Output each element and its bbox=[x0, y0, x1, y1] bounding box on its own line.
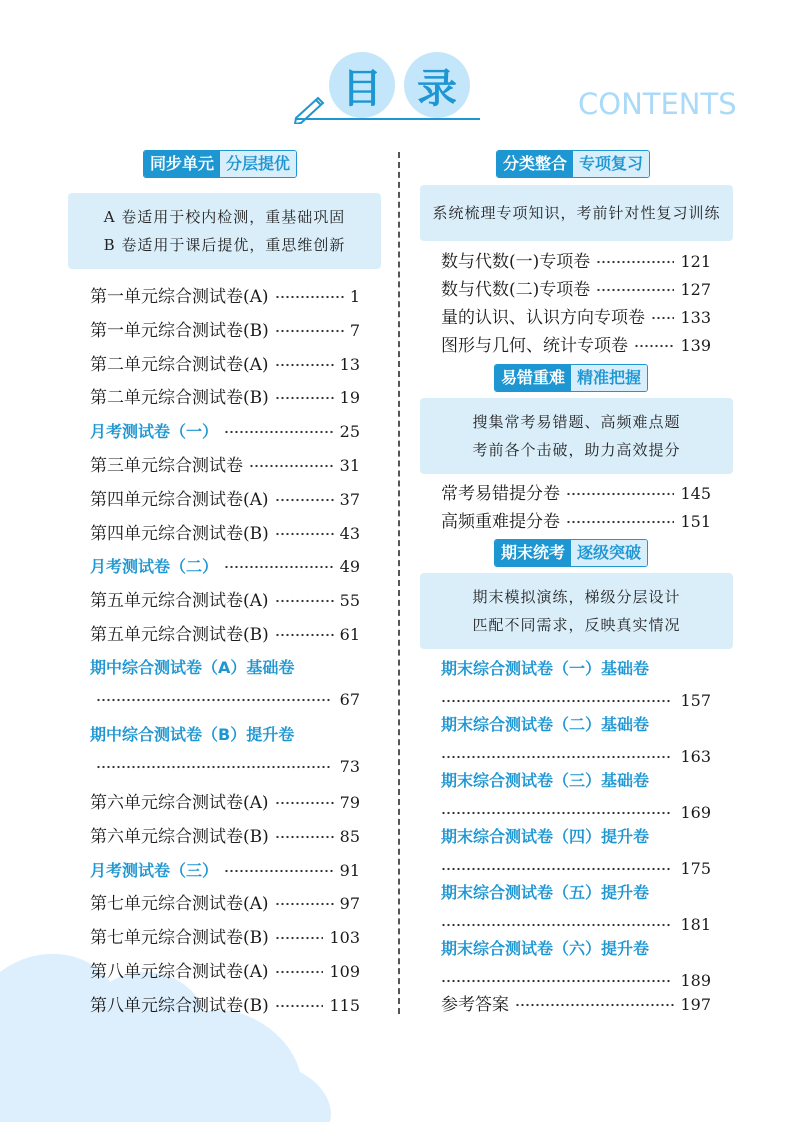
toc-entry-title[interactable]: 期末综合测试卷（二）基础卷 bbox=[441, 715, 650, 734]
toc-entry-page: 43 bbox=[339, 523, 360, 543]
toc-entry[interactable] bbox=[90, 959, 360, 985]
info-line: 期末模拟演练，梯级分层设计 bbox=[472, 588, 681, 606]
toc-entry[interactable] bbox=[90, 352, 360, 378]
toc-entry-page: 73 bbox=[339, 757, 360, 776]
toc-entry[interactable] bbox=[90, 824, 360, 850]
section-header-label: 精准把握 bbox=[571, 365, 647, 391]
toc-entry-title[interactable]: 期末综合测试卷（一）基础卷 bbox=[441, 659, 650, 678]
toc-entry-page: 157 bbox=[680, 691, 711, 710]
toc-entry[interactable] bbox=[90, 318, 360, 344]
toc-entry-title: 第八单元综合测试卷(B) bbox=[90, 995, 269, 1016]
toc-entry-page: 109 bbox=[329, 962, 360, 981]
dot-leader bbox=[275, 801, 334, 805]
toc-entry-title: 第五单元综合测试卷(A) bbox=[90, 591, 269, 612]
toc-entry-title: 月考测试卷（一） bbox=[90, 422, 219, 442]
toc-entry-title[interactable]: 期中综合测试卷（A）基础卷 bbox=[90, 658, 295, 677]
toc-entry-title: 第四单元综合测试卷(A) bbox=[90, 489, 269, 510]
dot-leader bbox=[275, 970, 324, 974]
dot-leader bbox=[224, 565, 334, 569]
toc-entry-title: 第七单元综合测试卷(A) bbox=[90, 894, 269, 915]
title-char-2: 录 bbox=[404, 52, 470, 118]
toc-entry-title: 数与代数(二)专项卷 bbox=[441, 280, 591, 300]
toc-entry-page: 49 bbox=[339, 557, 360, 577]
toc-entry-page: 103 bbox=[329, 928, 360, 948]
section-header-sync bbox=[143, 150, 297, 178]
toc-entry[interactable] bbox=[441, 249, 711, 275]
toc-entry-title[interactable]: 期末综合测试卷（四）提升卷 bbox=[441, 827, 650, 846]
toc-entry[interactable] bbox=[441, 992, 711, 1018]
toc-entry[interactable] bbox=[90, 622, 360, 648]
toc-entry-title[interactable]: 期末综合测试卷（五）提升卷 bbox=[441, 883, 650, 902]
toc-entry-page: 79 bbox=[339, 793, 360, 812]
toc-entry[interactable] bbox=[441, 509, 711, 535]
toc-entry-title: 图形与几何、统计专项卷 bbox=[441, 336, 628, 356]
toc-entry-page: 67 bbox=[339, 690, 360, 709]
toc-entry-page: 163 bbox=[680, 747, 711, 766]
section-header-finals bbox=[494, 539, 648, 567]
toc-entry-title: 第二单元综合测试卷(A) bbox=[90, 354, 269, 375]
toc-entry-leader bbox=[96, 687, 360, 713]
toc-entry-page: 181 bbox=[680, 915, 711, 934]
toc-entry-page: 197 bbox=[680, 995, 711, 1014]
toc-entry-title: 第一单元综合测试卷(A) bbox=[90, 287, 269, 307]
contents-subtitle: CONTENTS bbox=[578, 87, 737, 121]
toc-entry[interactable] bbox=[90, 993, 360, 1019]
toc-entry[interactable] bbox=[441, 305, 711, 331]
dot-leader bbox=[96, 765, 332, 769]
dot-leader bbox=[566, 492, 674, 496]
dot-leader bbox=[275, 835, 334, 839]
toc-entry-title: 量的认识、认识方向专项卷 bbox=[441, 308, 645, 328]
info-line: A 卷适用于校内检测，重基础巩固 bbox=[103, 208, 346, 226]
toc-entry[interactable] bbox=[90, 925, 360, 951]
toc-entry-title: 第五单元综合测试卷(B) bbox=[90, 625, 269, 645]
info-line: 考前各个击破，助力高效提分 bbox=[472, 441, 681, 459]
dot-leader bbox=[224, 430, 334, 434]
toc-entry-page: 25 bbox=[339, 422, 360, 442]
toc-entry-title[interactable]: 期中综合测试卷（B）提升卷 bbox=[90, 725, 295, 744]
toc-entry-title: 第一单元综合测试卷(B) bbox=[90, 320, 269, 341]
toc-entry[interactable] bbox=[90, 891, 360, 917]
toc-entry-page: 145 bbox=[680, 484, 711, 503]
toc-entry[interactable] bbox=[90, 487, 360, 513]
dot-leader bbox=[275, 1004, 324, 1008]
toc-entry-page: 85 bbox=[339, 826, 360, 846]
toc-entry-title: 参考答案 bbox=[441, 995, 509, 1015]
toc-entry-title: 月考测试卷（二） bbox=[90, 557, 219, 577]
toc-entry-title: 数与代数(一)专项卷 bbox=[441, 252, 591, 272]
dot-leader bbox=[275, 936, 324, 940]
toc-entry-leader bbox=[441, 744, 711, 770]
toc-entry-title: 第八单元综合测试卷(A) bbox=[90, 962, 269, 982]
dot-leader bbox=[249, 464, 334, 468]
section-header-label: 分层提优 bbox=[220, 151, 296, 177]
section-header-review bbox=[496, 150, 650, 178]
toc-entry-page: 61 bbox=[339, 625, 360, 644]
toc-entry-page: 1 bbox=[349, 287, 360, 306]
toc-entry[interactable] bbox=[441, 333, 711, 359]
dot-leader bbox=[441, 867, 672, 871]
dot-leader bbox=[275, 532, 334, 536]
toc-entry-leader bbox=[441, 800, 711, 826]
toc-entry-leader bbox=[96, 754, 360, 780]
toc-entry-page: 127 bbox=[680, 280, 711, 299]
toc-entry-title: 高频重难提分卷 bbox=[441, 512, 560, 532]
toc-entry[interactable] bbox=[90, 385, 360, 411]
toc-entry[interactable] bbox=[90, 453, 360, 479]
toc-entry-page: 121 bbox=[680, 252, 711, 271]
toc-entry[interactable] bbox=[90, 521, 360, 547]
toc-entry-page: 169 bbox=[680, 803, 711, 822]
toc-entry-page: 19 bbox=[339, 388, 360, 408]
info-line: 匹配不同需求，反映真实情况 bbox=[472, 616, 681, 634]
toc-entry-title: 第四单元综合测试卷(B) bbox=[90, 523, 269, 544]
dot-leader bbox=[275, 329, 344, 333]
toc-entry-page: 31 bbox=[339, 456, 360, 475]
toc-entry-title[interactable]: 期末综合测试卷（六）提升卷 bbox=[441, 939, 650, 958]
info-line: 搜集常考易错题、高频难点题 bbox=[472, 413, 681, 431]
toc-entry-page: 91 bbox=[339, 860, 360, 880]
dot-leader bbox=[275, 295, 344, 299]
toc-entry-page: 133 bbox=[680, 308, 711, 327]
toc-entry-leader bbox=[441, 688, 711, 714]
dot-leader bbox=[441, 699, 672, 703]
toc-entry-page: 139 bbox=[680, 336, 711, 355]
toc-entry[interactable] bbox=[90, 554, 360, 580]
toc-entry-page: 97 bbox=[339, 894, 360, 914]
toc-entry-page: 175 bbox=[680, 859, 711, 878]
title-area bbox=[0, 0, 800, 135]
dot-leader bbox=[275, 363, 334, 367]
dot-leader bbox=[515, 1003, 674, 1007]
toc-entry[interactable] bbox=[441, 277, 711, 303]
dot-leader bbox=[224, 869, 334, 873]
toc-entry-title: 月考测试卷（三） bbox=[90, 860, 219, 880]
cloud-decoration bbox=[0, 922, 340, 1122]
toc-entry-page: 189 bbox=[680, 971, 711, 990]
dot-leader bbox=[634, 344, 674, 348]
toc-entry[interactable] bbox=[441, 481, 711, 507]
toc-entry-page: 37 bbox=[339, 489, 360, 509]
toc-entry[interactable] bbox=[90, 419, 360, 445]
info-line: B 卷适用于课后提优，重思维创新 bbox=[103, 236, 346, 254]
toc-entry[interactable] bbox=[90, 588, 360, 614]
section-header-label: 专项复习 bbox=[573, 151, 649, 177]
toc-entry-page: 55 bbox=[339, 591, 360, 611]
dot-leader bbox=[441, 811, 672, 815]
toc-entry-title: 第六单元综合测试卷(A) bbox=[90, 793, 269, 813]
info-box-sync bbox=[68, 193, 381, 269]
toc-entry-leader bbox=[441, 856, 711, 882]
toc-entry-page: 151 bbox=[680, 512, 711, 531]
dot-leader bbox=[275, 498, 334, 502]
toc-entry[interactable] bbox=[90, 858, 360, 884]
dot-leader bbox=[275, 599, 334, 603]
dot-leader bbox=[96, 698, 332, 702]
toc-entry-title: 第六单元综合测试卷(B) bbox=[90, 826, 269, 847]
toc-entry-title: 第三单元综合测试卷 bbox=[90, 456, 243, 476]
info-box-review bbox=[420, 185, 733, 241]
dot-leader bbox=[651, 316, 674, 320]
info-line: 系统梳理专项知识，考前针对性复习训练 bbox=[432, 204, 721, 222]
toc-entry-title: 常考易错提分卷 bbox=[441, 484, 560, 504]
column-divider bbox=[398, 152, 400, 1014]
toc-entry-title: 第二单元综合测试卷(B) bbox=[90, 388, 269, 409]
dot-leader bbox=[441, 923, 672, 927]
toc-entry-page: 7 bbox=[349, 320, 360, 340]
title-char-1: 目 bbox=[329, 52, 395, 118]
section-header-label: 期末统考 bbox=[495, 540, 571, 566]
section-header-label: 易错重难 bbox=[495, 365, 571, 391]
toc-entry-leader bbox=[441, 968, 711, 994]
section-header-label: 同步单元 bbox=[144, 151, 220, 177]
dot-leader bbox=[441, 755, 672, 759]
toc-entry-page: 115 bbox=[329, 995, 360, 1015]
dot-leader bbox=[596, 288, 674, 292]
toc-entry-leader bbox=[441, 912, 711, 938]
title-underline bbox=[296, 118, 480, 120]
section-header-label: 分类整合 bbox=[497, 151, 573, 177]
dot-leader bbox=[566, 520, 674, 524]
toc-entry[interactable] bbox=[90, 790, 360, 816]
section-header-label: 逐级突破 bbox=[571, 540, 647, 566]
info-box-errors bbox=[420, 398, 733, 474]
section-header-errors bbox=[494, 364, 648, 392]
toc-entry-title: 第七单元综合测试卷(B) bbox=[90, 928, 269, 949]
dot-leader bbox=[596, 260, 674, 264]
toc-entry-page: 13 bbox=[339, 354, 360, 374]
dot-leader bbox=[275, 396, 334, 400]
toc-entry[interactable] bbox=[90, 284, 360, 310]
toc-entry-title[interactable]: 期末综合测试卷（三）基础卷 bbox=[441, 771, 650, 790]
dot-leader bbox=[275, 902, 334, 906]
dot-leader bbox=[441, 979, 672, 983]
info-box-finals bbox=[420, 573, 733, 649]
dot-leader bbox=[275, 633, 334, 637]
